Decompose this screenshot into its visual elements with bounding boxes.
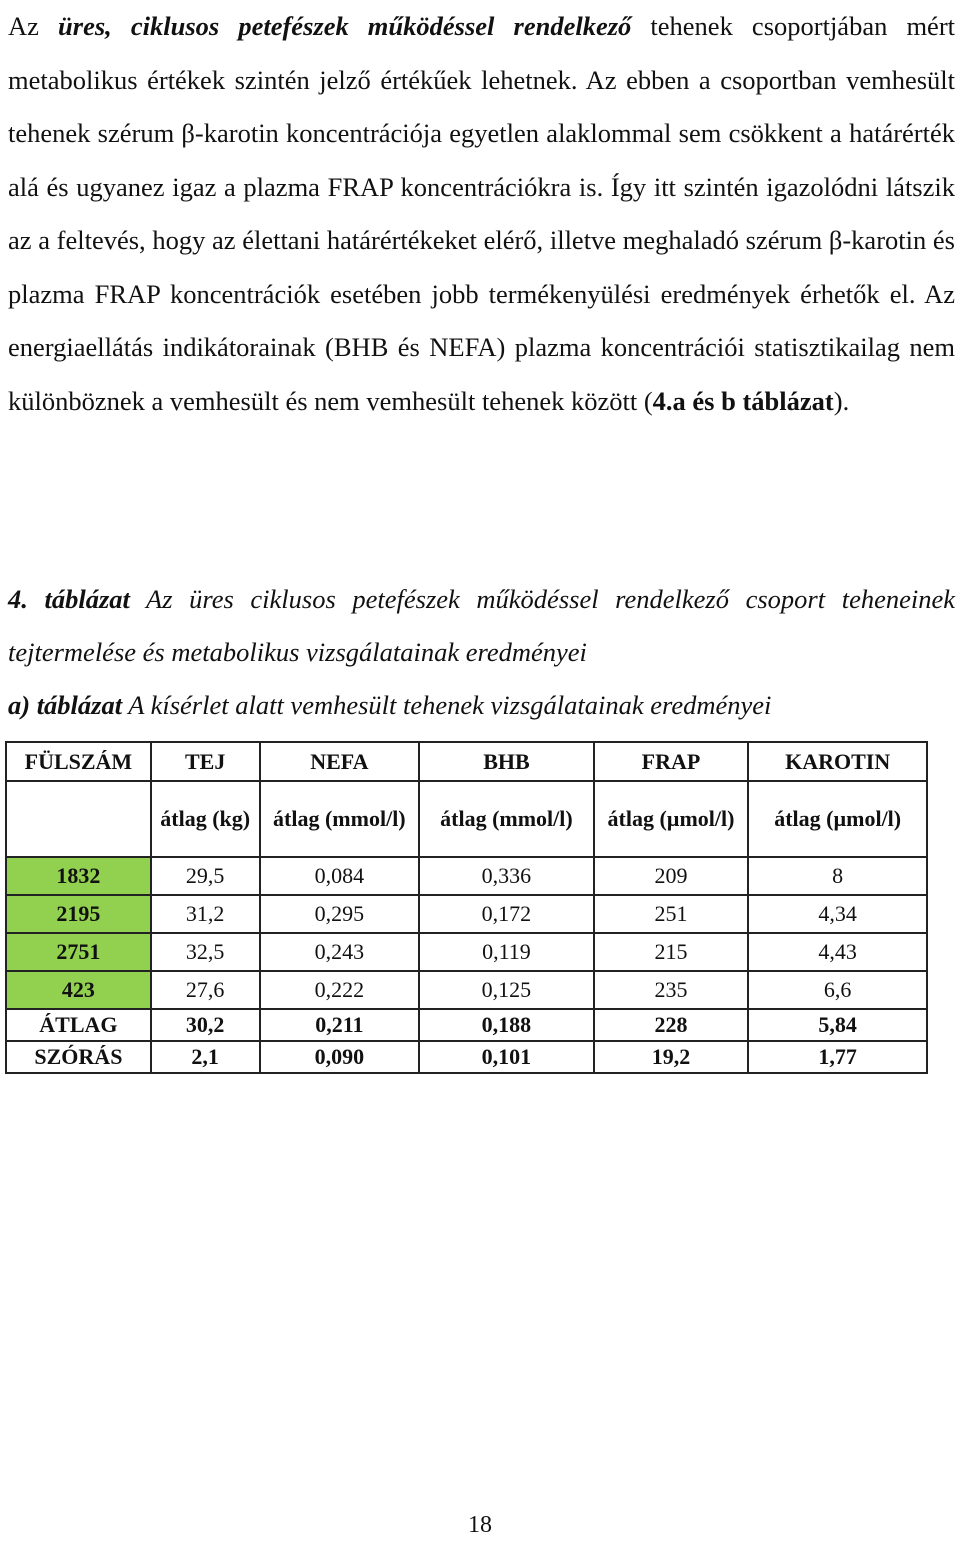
- id-cell: 2195: [6, 895, 151, 933]
- summary-label: ÁTLAG: [6, 1009, 151, 1041]
- paragraph-emphasis: üres, ciklusos petefészek működéssel rendelkező: [58, 11, 632, 41]
- table-reference: 4.a és b táblázat: [652, 385, 834, 416]
- summary-cell: 19,2: [594, 1041, 749, 1073]
- table-cell: 0,125: [419, 971, 594, 1009]
- paragraph-text: Az: [8, 11, 59, 41]
- table-cell: 8: [748, 857, 927, 895]
- table-cell: 0,084: [260, 857, 420, 895]
- table-cell: 235: [594, 971, 749, 1009]
- table-header-row: [6, 742, 927, 781]
- table-cell: 27,6: [151, 971, 260, 1009]
- subcaption-label: a) táblázat: [8, 690, 123, 720]
- header-cell: TEJ: [151, 742, 260, 781]
- caption-label: 4. táblázat: [8, 584, 130, 614]
- summary-row-mean: [6, 1009, 927, 1041]
- table-row: [6, 857, 927, 895]
- table-caption: [8, 573, 955, 679]
- caption-text: Az üres ciklusos petefészek működéssel rendelkező csoport teheneinek tejtermelése és metabolikus vizsgálatainak eredményei: [8, 584, 955, 667]
- table-subheader-row: [6, 781, 927, 857]
- subheader-cell: átlag (µmol/l): [594, 781, 749, 857]
- table-row: [6, 933, 927, 971]
- table-cell: 0,119: [419, 933, 594, 971]
- table-cell: 209: [594, 857, 749, 895]
- summary-row-sd: [6, 1041, 927, 1073]
- table-row: [6, 895, 927, 933]
- table-cell: 32,5: [151, 933, 260, 971]
- subheader-cell: [6, 781, 151, 857]
- table-cell: 0,243: [260, 933, 420, 971]
- id-cell: 423: [6, 971, 151, 1009]
- table-cell: 251: [594, 895, 749, 933]
- table-subcaption: [8, 680, 955, 730]
- subheader-cell: átlag (µmol/l): [748, 781, 927, 857]
- summary-cell: 5,84: [748, 1009, 927, 1041]
- table-cell: 0,295: [260, 895, 420, 933]
- table-cell: 4,34: [748, 895, 927, 933]
- table-cell: 29,5: [151, 857, 260, 895]
- subheader-cell: átlag (mmol/l): [419, 781, 594, 857]
- page-number: 18: [468, 1512, 492, 1538]
- summary-label: SZÓRÁS: [6, 1041, 151, 1073]
- summary-cell: 30,2: [151, 1009, 260, 1041]
- subcaption-text: A kísérlet alatt vemhesült tehenek vizsgálatainak eredményei: [122, 690, 772, 720]
- summary-cell: 2,1: [151, 1041, 260, 1073]
- summary-cell: 0,211: [260, 1009, 420, 1041]
- subheader-cell: átlag (kg): [151, 781, 260, 857]
- subheader-cell: átlag (mmol/l): [260, 781, 420, 857]
- id-cell: 1832: [6, 857, 151, 895]
- header-cell: KAROTIN: [748, 742, 927, 781]
- table-cell: 215: [594, 933, 749, 971]
- table-cell: 0,222: [260, 971, 420, 1009]
- paragraph-text: ).: [833, 385, 850, 416]
- body-paragraph: [8, 0, 955, 428]
- paragraph-text: tehenek csoportjában mért metabolikus értékek szintén jelző értékűek lehetnek. Az ebben a csoportban vemhesült tehenek szérum β-karotin koncentrációja egyetlen alaklommal sem csökkent a határérték alá és ugyanez igaz a plazma FRAP koncentrációkra is. Így itt szintén igazolódni látszik az a feltevés, hogy az élettani határértékeket elérő, illetve meghaladó szérum β-karotin és plazma FRAP koncentrációk esetében jobb termékenyülési eredmények érhetők el. Az energiaellátás indikátorainak (BHB és NEFA) plazma koncentrációi statisztikailag nem különböznek a vemhesült és nem vemhesült tehenek között (: [8, 11, 956, 416]
- header-cell: NEFA: [260, 742, 420, 781]
- header-cell: FÜLSZÁM: [6, 742, 151, 781]
- summary-cell: 1,77: [748, 1041, 927, 1073]
- table-row: [6, 971, 927, 1009]
- header-cell: BHB: [419, 742, 594, 781]
- table-cell: 0,172: [419, 895, 594, 933]
- table-cell: 0,336: [419, 857, 594, 895]
- table-cell: 4,43: [748, 933, 927, 971]
- summary-cell: 0,101: [419, 1041, 594, 1073]
- results-table: [5, 741, 928, 1074]
- table-cell: 6,6: [748, 971, 927, 1009]
- table-cell: 31,2: [151, 895, 260, 933]
- summary-cell: 0,090: [260, 1041, 420, 1073]
- header-cell: FRAP: [594, 742, 749, 781]
- summary-cell: 228: [594, 1009, 749, 1041]
- id-cell: 2751: [6, 933, 151, 971]
- summary-cell: 0,188: [419, 1009, 594, 1041]
